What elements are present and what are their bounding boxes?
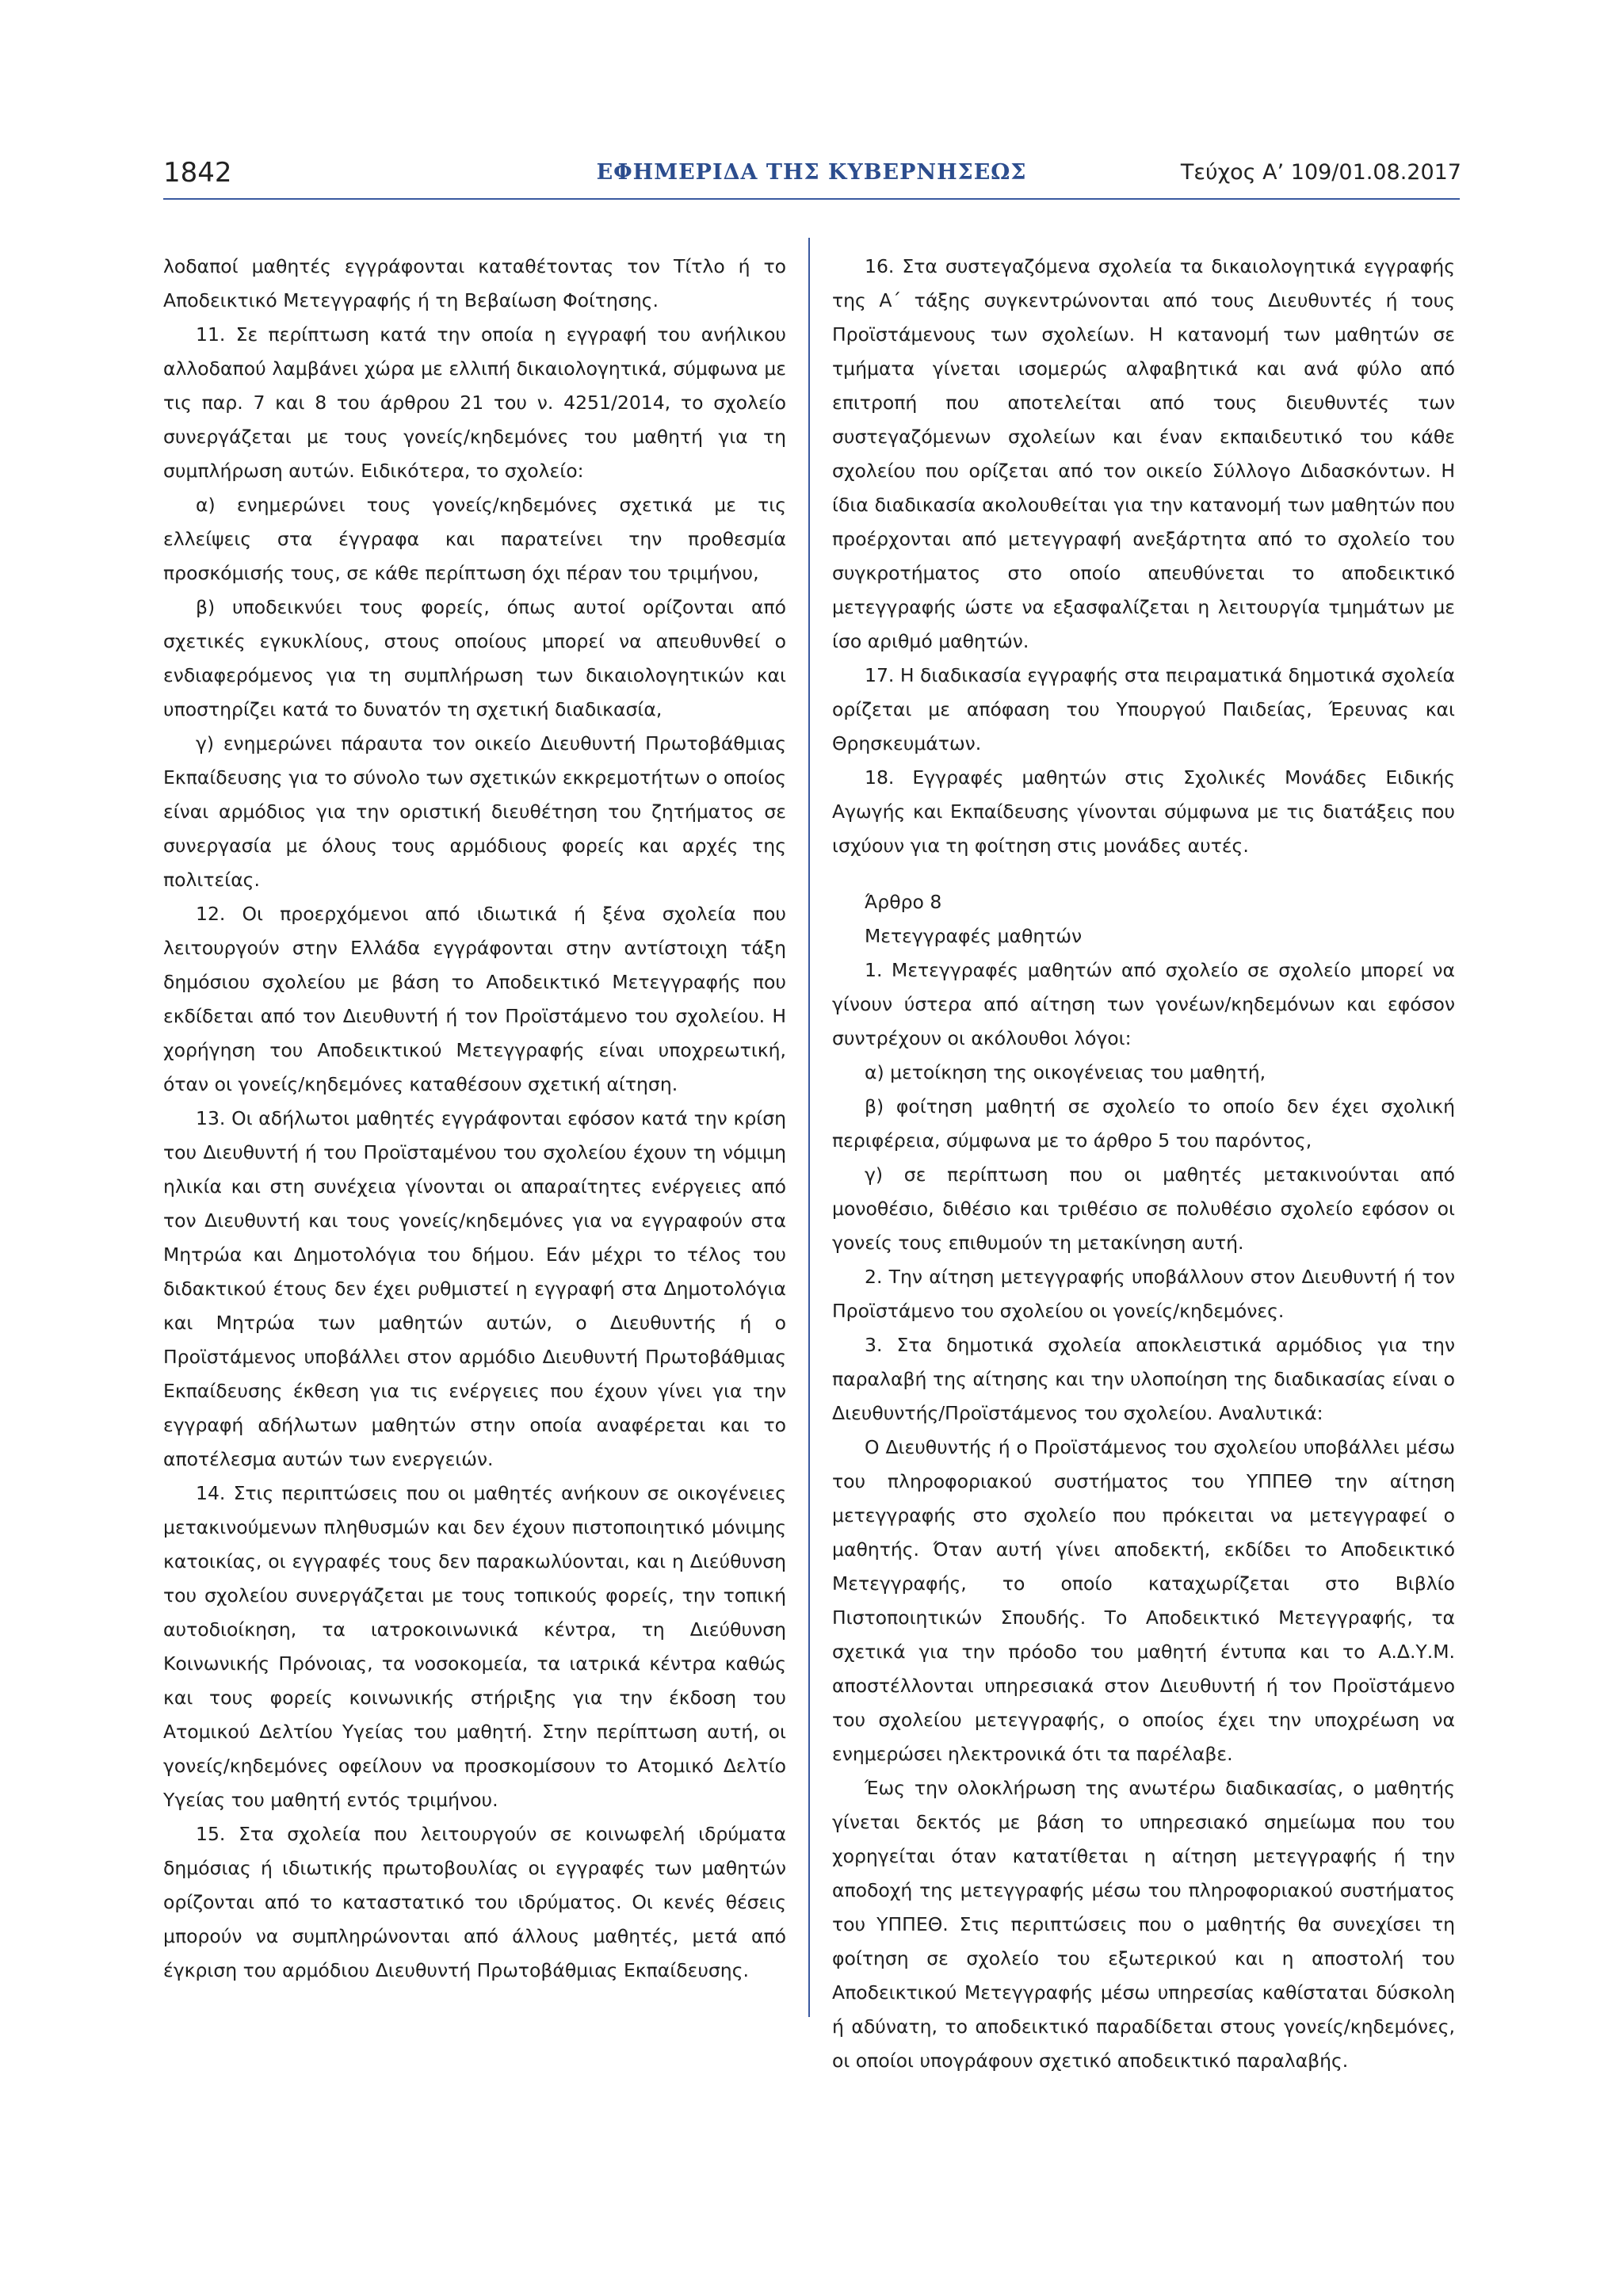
paragraph: 1. Μετεγγραφές μαθητών από σχολείο σε σχολείο μπορεί να γίνουν ύστερα από αίτηση των γονέων/κηδεμόνων και εφόσον συντρέχουν οι ακόλουθοι λόγοι: [832,959,1455,1049]
left-column [163,250,786,1988]
paragraph: 11. Σε περίπτωση κατά την οποία η εγγραφή του ανήλικου αλλοδαπού λαμβάνει χώρα με ελλιπή δικαιολογητικά, σύμφωνα με τις παρ. 7 και 8 του άρθρου 21 του ν. 4251/2014, το σχολείο συνεργάζεται με τους γονείς/κηδεμόνες του μαθητή για τη συμπλήρωση αυτών. Ειδικότερα, το σχολείο: [163,323,786,482]
paragraph: λοδαποί μαθητές εγγράφονται καταθέτοντας τον Τίτλο ή το Αποδεικτικό Μετεγγραφής ή τη Βεβαίωση Φοίτησης. [163,255,786,311]
article-number: Άρθρο 8 [865,891,942,913]
paragraph: 16. Στα συστεγαζόμενα σχολεία τα δικαιολογητικά εγγραφής της Α΄ τάξης συγκεντρώνονται από τους Διευθυντές ή τους Προϊστάμενους των σχολείων. Η κατανομή των μαθητών σε τμήματα γίνεται ισομερώς αλφαβητικά και ανά φύλο από επιτροπή που αποτελείται από τους διευθυντές των συστεγαζόμενων σχολείων και έναν εκπαιδευτικό του κάθε σχολείου που ορίζεται από τον οικείο Σύλλογο Διδασκόντων. Η ίδια διαδικασία ακολουθείται για την κατανομή των μαθητών που προέρχονται από μετεγγραφή ανεξάρτητα από το σχολείο του συγκροτήματος στο οποίο απευθύνεται το αποδεικτικό μετεγγραφής ώστε να εξασφαλίζεται η λειτουργία τμημάτων με ίσο αριθμό μαθητών. [832,255,1455,652]
paragraph: α) ενημερώνει τους γονείς/κηδεμόνες σχετικά με τις ελλείψεις στα έγγραφα και παρατείνει την προθεσμία προσκόμισής τους, σε κάθε περίπτωση όχι πέραν του τριμήνου, [163,494,786,584]
gazette-title: ΕΦΗΜΕΡΙΔΑ ΤΗΣ ΚΥΒΕΡΝΗΣΕΩΣ [596,160,1027,185]
paragraph: γ) σε περίπτωση που οι μαθητές μετακινούνται από μονοθέσιο, διθέσιο και τριθέσιο σε πολυθέσιο σχολείο εφόσον οι γονείς τους επιθυμούν τη μετακίνηση αυτή. [832,1163,1455,1254]
paragraph: 17. Η διαδικασία εγγραφής στα πειραματικά δημοτικά σχολεία ορίζεται με απόφαση του Υπουργού Παιδείας, Έρευνας και Θρησκευμάτων. [832,664,1455,755]
spacer [832,863,1455,885]
paragraph: 15. Στα σχολεία που λειτουργούν σε κοινωφελή ιδρύματα δημόσιας ή ιδιωτικής πρωτοβουλίας οι εγγραφές των μαθητών ορίζονται από το καταστατικό του ιδρύματος. Οι κενές θέσεις μπορούν να συμπληρώνονται από άλλους μαθητές, μετά από έγκριση του αρμόδιου Διευθυντή Πρωτοβάθμιας Εκπαίδευσης. [163,1823,786,1981]
paragraph: Έως την ολοκλήρωση της ανωτέρω διαδικασίας, ο μαθητής γίνεται δεκτός με βάση το υπηρεσιακό σημείωμα που του χορηγείται όταν κατατίθεται η αίτηση μετεγγραφής ή την αποδοχή της μετεγγραφής μέσω του πληροφοριακού συστήματος του ΥΠΠΕΘ. Στις περιπτώσεις που ο μαθητής θα συνεχίσει τη φοίτηση σε σχολείο του εξωτερικού και η αποστολή του Αποδεικτικού Μετεγγραφής μέσω υπηρεσίας καθίσταται δύσκολη ή αδύνατη, το αποδεικτικό παραδίδεται στους γονείς/κηδεμόνες, οι οποίοι υπογράφουν σχετικό αποδεικτικό παραλαβής. [832,1777,1455,2072]
paragraph: α) μετοίκηση της οικογένειας του μαθητή, [865,1061,1266,1083]
paragraph: 3. Στα δημοτικά σχολεία αποκλειστικά αρμόδιος για την παραλαβή της αίτησης και την υλοποίηση της διαδικασίας είναι ο Διευθυντής/Προϊστάμενος του σχολείου. Αναλυτικά: [832,1334,1455,1424]
paragraph: γ) ενημερώνει πάραυτα τον οικείο Διευθυντή Πρωτοβάθμιας Εκπαίδευσης για το σύνολο των σχετικών εκκρεμοτήτων ο οποίος είναι αρμόδιος για την οριστική διευθέτηση του ζητήματος σε συνεργασία με όλους τους αρμόδιους φορείς και αρχές της πολιτείας. [163,732,786,891]
issue-number: Τεύχος Α’ 109/01.08.2017 [1180,160,1461,185]
column-divider [808,238,810,2017]
page-number: 1842 [163,157,232,189]
paragraph: 14. Στις περιπτώσεις που οι μαθητές ανήκουν σε οικογένειες μετακινούμενων πληθυσμών και δεν έχουν πιστοποιητικό μόνιμης κατοικίας, οι εγγραφές τους δεν παρακωλύονται, και η Διεύθυνση του σχολείου συνεργάζεται με τους τοπικούς φορείς, την τοπική αυτοδιοίκηση, τα ιατροκοινωνικά κέντρα, τη Διεύθυνση Κοινωνικής Πρόνοιας, τα νοσοκομεία, τα ιατρικά κέντρα καθώς και τους φορείς κοινωνικής στήριξης για την έκδοση του Ατομικού Δελτίου Υγείας του μαθητή. Στην περίπτωση αυτή, οι γονείς/κηδεμόνες οφείλουν να προσκομίσουν το Ατομικό Δελτίο Υγείας του μαθητή εντός τριμήνου. [163,1482,786,1811]
paragraph: Ο Διευθυντής ή ο Προϊστάμενος του σχολείου υποβάλλει μέσω του πληροφοριακού συστήματος του ΥΠΠΕΘ την αίτηση μετεγγραφής στο σχολείο που πρόκειται να μετεγγραφεί ο μαθητής. Όταν αυτή γίνει αποδεκτή, εκδίδει το Αποδεικτικό Μετεγγραφής, το οποίο καταχωρίζεται στο Βιβλίο Πιστοποιητικών Σπουδής. Το Αποδεικτικό Μετεγγραφής, τα σχετικά για την πρόοδο του μαθητή έντυπα και το Α.Δ.Υ.Μ. αποστέλλονται υπηρεσιακά στον Διευθυντή ή τον Προϊστάμενο του σχολείου μετεγγραφής, ο οποίος έχει την υποχρέωση να ενημερώσει ηλεκτρονικά ότι τα παρέλαβε. [832,1436,1455,1765]
paragraph: β) φοίτηση μαθητή σε σχολείο το οποίο δεν έχει σχολική περιφέρεια, σύμφωνα με το άρθρο 5 του παρόντος, [832,1095,1455,1152]
paragraph: β) υποδεικνύει τους φορείς, όπως αυτοί ορίζονται από σχετικές εγκυκλίους, στους οποίους μπορεί να απευθυνθεί ο ενδιαφερόμενος για τη συμπλήρωση των δικαιολογητικών και υποστηρίζει κατά το δυνατόν τη σχετική διαδικασία, [163,596,786,720]
right-column [832,250,1455,2078]
paragraph: 2. Την αίτηση μετεγγραφής υποβάλλουν στον Διευθυντή ή τον Προϊστάμενο του σχολείου οι γονείς/κηδεμόνες. [832,1266,1455,1322]
paragraph: 18. Εγγραφές μαθητών στις Σχολικές Μονάδες Ειδικής Αγωγής και Εκπαίδευσης γίνονται σύμφωνα με τις διατάξεις που ισχύουν για τη φοίτηση στις μονάδες αυτές. [832,766,1455,857]
paragraph: 12. Οι προερχόμενοι από ιδιωτικά ή ξένα σχολεία που λειτουργούν στην Ελλάδα εγγράφονται στην αντίστοιχη τάξη δημόσιου σχολείου με βάση το Αποδεικτικό Μετεγγραφής που εκδίδεται από τον Διευθυντή ή τον Προϊστάμενο του σχολείου. Η χορήγηση του Αποδεικτικού Μετεγγραφής είναι υποχρεωτική, όταν οι γονείς/κηδεμόνες καταθέσουν σχετική αίτηση. [163,903,786,1095]
article-title: Μετεγγραφές μαθητών [865,925,1083,947]
header-divider [163,198,1460,200]
paragraph: 13. Οι αδήλωτοι μαθητές εγγράφονται εφόσον κατά την κρίση του Διευθυντή ή του Προϊσταμένου του σχολείου έχουν τη νόμιμη ηλικία και στη συνέχεια γίνονται οι απαραίτητες ενέργειες από τον Διευθυντή και τους γονείς/κηδεμόνες για να εγγραφούν στα Μητρώα και Δημοτολόγια του δήμου. Εάν μέχρι το τέλος του διδακτικού έτους δεν έχει ρυθμιστεί η εγγραφή στα Δημοτολόγια και Μητρώα των μαθητών αυτών, ο Διευθυντής ή ο Προϊστάμενος υποβάλλει στον αρμόδιο Διευθυντή Πρωτοβάθμιας Εκπαίδευσης έκθεση για τις ενέργειες που έχουν γίνει για την εγγραφή αδήλωτων μαθητών στην οποία αναφέρεται και το αποτέλεσμα αυτών των ενεργειών. [163,1107,786,1470]
